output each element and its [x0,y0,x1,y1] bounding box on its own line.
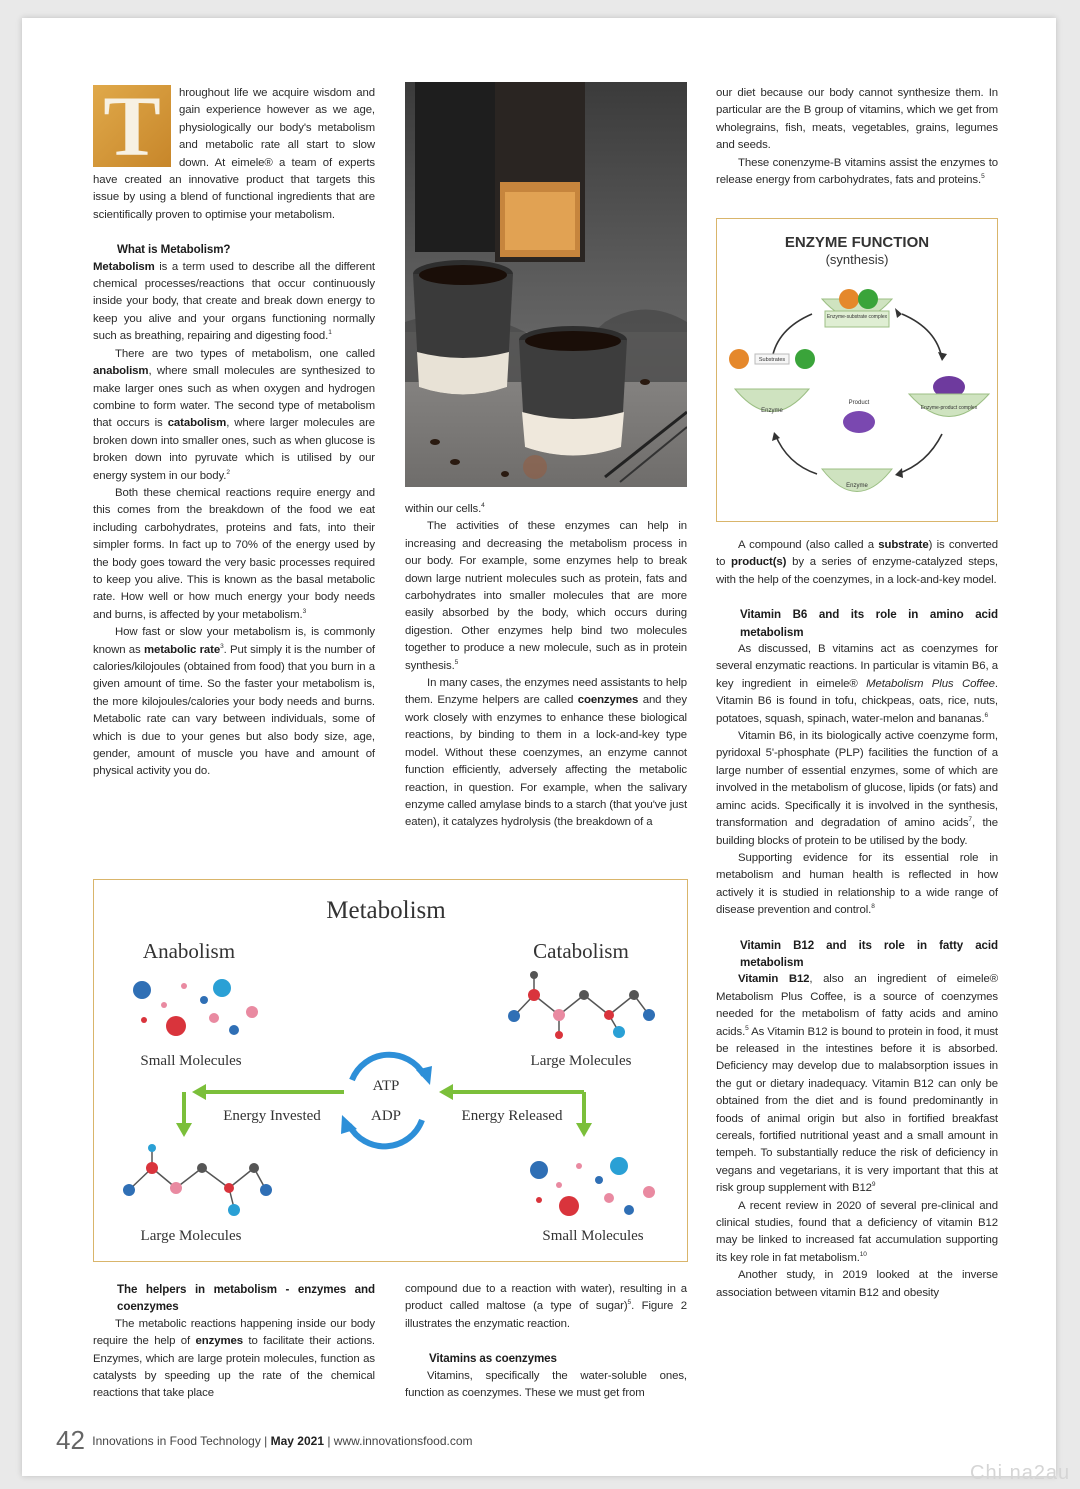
large-molecules-label-2: Large Molecules [140,1228,242,1244]
paragraph: As discussed, B vitamins act as coenzymes for several enzymatic reactions. In particular is vitamin B6, a key ingredient in eimele® Metabolism Plus Coffee. Vitamin B6 is found in tofu, chickpeas, oats, rice, nuts, potatoes, squash, spinach, water-melon and bananas.$^6$ [716,643,998,725]
heading-vitamin-b6: Vitamin B6 and its role in amino acid metabolism [740,608,998,639]
enzyme-product-label: Enzyme-product complex [920,405,978,411]
paragraph: Vitamins, specifically the water-soluble ones, function as coenzymes. These we must get from [405,1369,687,1400]
product-label: Product [848,400,870,406]
adp-label: ADP [370,1108,402,1124]
enzyme-substrate-label: Enzyme-substrate complex [826,314,888,320]
column-3-lower [716,537,998,1302]
column-1 [93,78,375,781]
page-footer: 42 Innovations in Food Technology | May 2021 | www.innovationsfood.com [56,1425,473,1455]
enzyme-function-figure [716,218,998,522]
paragraph: These conenzyme-B vitamins assist the enzymes to release energy from carbohydrates, fats and proteins.$^5$ [716,156,998,187]
substrates-label: Substrates [758,357,786,363]
watermark: Chi na2au [970,1462,1071,1484]
metabolism-figure [93,879,688,1262]
paragraph: Vitamin B6, in its biologically active coenzyme form, pyridoxal 5'-phosphate (PLP) facilities the function of a large number of essential enzymes, some of which are involved in the metabolism of glucose, lipids (or fats) and aminc acids. Specifically it is involved in the synthesis, transformation and degradation of amino acids$^7$, the building blocks of protein to be utilised by the body. [716,730,998,847]
energy-released-label: Energy Released [461,1108,563,1124]
paragraph: Both these chemical reactions require energy and this comes from the breakdown of the food we eat including carbohydrates, proteins and fats, into their simpler forms. In fact up to 70% of the energy used by the body goes toward the very basic processes required to keep you alive. This is known as the basal metabolic rate. How well or how much energy your body needs and burns, is affected by your metabolism.$^3$ [93,486,375,621]
anabolism-label: Anabolism [142,939,236,963]
publication-name: Innovations in Food Technology [92,1434,261,1448]
enzyme-label-left: Enzyme [761,408,783,414]
heading-what-is-metabolism: What is Metabolism? [117,243,231,257]
paragraph: Supporting evidence for its essential role in metabolism and human health is reflected in how actively it is studied in relationship to a wide range of disease prevention and control.$^8$ [716,851,998,917]
heading-vitamin-b12: Vitamin B12 and its role in fatty acid metabolism [740,938,998,969]
paragraph: A recent review in 2020 of several pre-clinical and clinical studies, found that a deficiency of vitamin B12 may be linked to increased fat accumulation supporting its key role in fat metabolism.$^{10}$ [716,1199,998,1264]
metab-fig-title: Metabolism [326,897,446,924]
paragraph: There are two types of metabolism, one called anabolism, where small molecules are synthesized to make larger ones such as when oxygen and hydrogen combine to form water. The second type of metabolism that occurs is catabolism, where larger molecules are broken down into smaller ones, such as when glucose is broken down into pyruvate which is utilised by our energy system in our body.$^2$ [93,347,375,482]
paragraph: The activities of these enzymes can help in increasing and decreasing the metabolism process in our body. For example, some enzymes help to break down large nutrient molecules such as protein, fats and carbohydrates into smaller molecules that are more easily absorbed by the body, which occurs during digestion. Other enzymes help bind two molecules together to produce a new molecule, such as in protein synthesis.$^5$ [405,520,687,672]
paragraph: compound due to a reaction with water), resulting in a product called maltose (a type of sugar)$^5$. Figure 2 illustrates the enzymatic reaction. [405,1283,687,1330]
paragraph: Another study, in 2019 looked at the inverse association between vitamin B12 and obesity [716,1269,998,1299]
coffee-cups-image [405,82,687,487]
column-3 [716,85,998,189]
website-link[interactable]: www.innovationsfood.com [333,1434,473,1448]
paragraph: our diet because our body cannot synthesize them. In particular are the B group of vitamins, which we get from wholegrains, fish, meats, vegetables, grains, legumes and seeds. [716,87,998,152]
atp-label: ATP [372,1078,400,1094]
column-1-lower [93,1281,375,1403]
paragraph: within our cells.$^4$ [405,502,485,515]
paragraph: How fast or slow your metabolism is, is commonly known as metabolic rate$^3$. Put simply it is the number of calories/kilojoules (obtained from food) that you burn in a given amount of time. So the faster your metabolism is, the more kilojoules/calories your body needs and burns. Metabolic rate can vary between individuals, some of which is due to your genes but also body size, age, gender, amount of muscle you have and amount of physical activity you do. [93,626,375,778]
magazine-page [22,18,1056,1476]
small-molecules-label-1: Small Molecules [140,1053,242,1069]
catabolism-label: Catabolism [533,939,629,963]
enzyme-fig-subtitle: (synthesis) [825,252,889,267]
column-2 [405,501,687,832]
paragraph: A compound (also called a substrate) is converted to product(s) by a series of enzyme-catalyzed steps, with the help of the coenzymes, in a lock-and-key model. [716,539,999,586]
paragraph: The metabolic reactions happening inside our body require the help of enzymes to facilitate their actions. Enzymes, which are large protein molecules, function as catalysts by speeding up the rate of the chemical reactions that take place [93,1317,375,1400]
energy-invested-label: Energy Invested [223,1108,321,1124]
issue-date: May 2021 [270,1434,324,1448]
heading-helpers: The helpers in metabolism - enzymes and coenzymes [117,1283,375,1314]
intro-paragraph: hroughout life we acquire wisdom and gain experience however as we age, physiologically our body's metabolism and metabolic rate all start to slow down. At eimele® a team of experts have created an innovative product that targets this issue by using a blend of functional ingredients that are scientifically proven to optimise your metabolism. [93,87,375,221]
paragraph: Vitamin B12, also an ingredient of eimele® Metabolism Plus Coffee, is a source of coenzymes needed for the metabolism of fatty acids and amino acids.$^5$ As Vitamin B12 is bound to protein in food, it must be released in the intestines before it is absorbed. Deficiency may develop due to malabsorption issues in the gut or dietary inadequacy. Vitamin B12 can only be obtained from the diet and is found predominantly in foods of animal origin but also in fortified breakfast cereals, fortified nutritional yeast and a small amount in tempeh. To substantially reduce the risk of deficiency in vegans and vegetarians, it is very important that this at risk group supplement with $B12^9$ [716,973,998,1195]
enzyme-label-bottom: Enzyme [846,483,868,489]
large-molecules-label-1: Large Molecules [530,1053,632,1069]
page-number: 42 [56,1425,85,1455]
enzyme-fig-title: ENZYME FUNCTION [784,234,930,251]
paragraph: Metabolism is a term used to describe all the different chemical processes/reactions that occur continuously inside your body, that create and break down energy to keep you alive and your organs functioning normally such as breathing, repairing and digesting food.$^1$ [93,260,375,343]
heading-vitamins-coenzymes: Vitamins as coenzymes [429,1352,557,1366]
drop-cap: T [93,85,171,167]
small-molecules-label-2: Small Molecules [542,1228,644,1244]
column-2-lower [405,1281,687,1402]
paragraph: In many cases, the enzymes need assistants to help them. Enzyme helpers are called coenzymes and they work closely with enzymes to enhance these biological reactions, by binding to them in a lock-and-key type model. Without these coenzymes, an enzyme cannot function efficiently, adversely affecting the metabolic reaction, in question. For example, when the salivary enzyme called amylase binds to a starch (that you've just eaten), it catalyzes hydrolysis (the breakdown of a [405,677,688,829]
coffee-photo [405,82,687,487]
